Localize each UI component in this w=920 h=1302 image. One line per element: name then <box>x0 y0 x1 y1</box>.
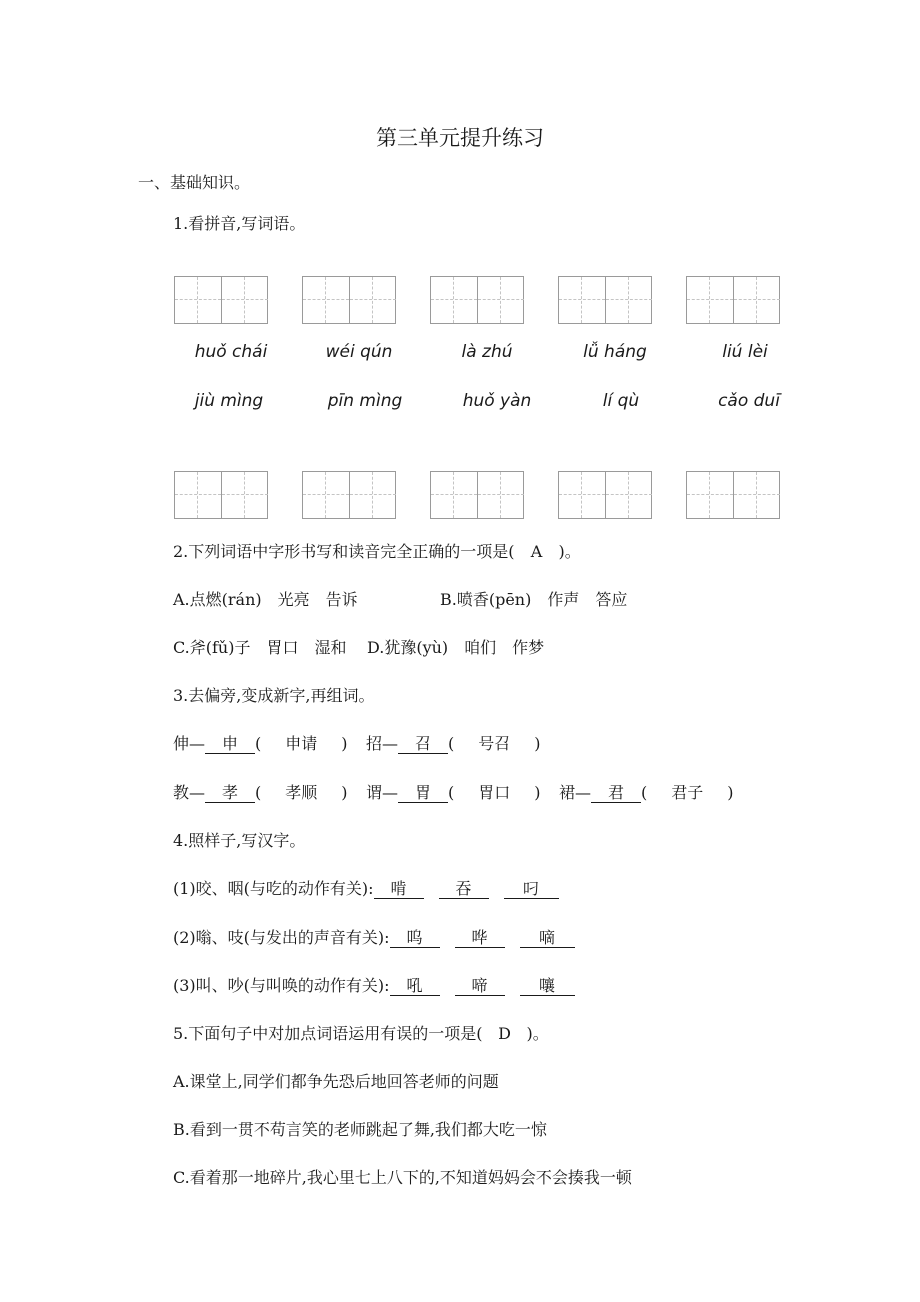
q3-word[interactable]: 君子 <box>671 783 704 802</box>
q3-paren-close: ) <box>518 734 541 753</box>
q2-option-a[interactable]: A.点燃(rán) 光亮 告诉 <box>173 590 358 609</box>
q3-item <box>366 731 541 754</box>
q4-answer[interactable]: 嘀 <box>520 929 575 948</box>
pinyin-item: wéi qún <box>325 342 393 362</box>
q4-label: (3)叫、吵(与叫唤的动作有关): <box>173 976 390 995</box>
q3-paren-open: ( <box>255 734 278 753</box>
q4-label: (2)嗡、吱(与发出的声音有关): <box>173 928 390 947</box>
q3-paren-open: ( <box>641 783 664 802</box>
q3-word[interactable]: 申请 <box>285 734 318 753</box>
writing-box[interactable] <box>174 276 268 324</box>
section-heading: 一、基础知识。 <box>138 173 251 192</box>
writing-box[interactable] <box>174 471 268 519</box>
q4-prompt: 4.照样子,写汉字。 <box>173 831 306 850</box>
q3-item <box>559 780 734 803</box>
q3-char: 伸— <box>173 734 206 753</box>
q3-paren-close: ) <box>325 783 348 802</box>
q2-option-c[interactable]: C.斧(fǔ)子 胃口 湿和 <box>173 638 347 657</box>
q3-char: 裙— <box>559 783 592 802</box>
q3-new-char[interactable]: 召 <box>398 735 448 754</box>
writing-box[interactable] <box>686 276 780 324</box>
pinyin-item: huǒ yàn <box>462 391 532 411</box>
writing-box[interactable] <box>558 471 652 519</box>
q2-prompt-text: 2.下列词语中字形书写和读音完全正确的一项是( <box>173 542 515 561</box>
q3-new-char[interactable]: 胃 <box>398 784 448 803</box>
q3-paren-open: ( <box>448 734 471 753</box>
q3-paren-open: ( <box>255 783 278 802</box>
q5-option-b[interactable]: B.看到一贯不苟言笑的老师跳起了舞,我们都大吃一惊 <box>173 1120 547 1139</box>
q4-answer[interactable]: 嚷 <box>520 977 575 996</box>
writing-box[interactable] <box>430 471 524 519</box>
pinyin-item: huǒ chái <box>194 342 268 362</box>
q1-prompt: 1.看拼音,写词语。 <box>173 214 306 233</box>
q3-word[interactable]: 胃口 <box>478 783 511 802</box>
writing-box[interactable] <box>558 276 652 324</box>
q3-prompt: 3.去偏旁,变成新字,再组词。 <box>173 686 375 705</box>
writing-box[interactable] <box>430 276 524 324</box>
q3-paren-close: ) <box>711 783 734 802</box>
q3-char: 招— <box>366 734 399 753</box>
pinyin-item: là zhú <box>461 342 513 362</box>
pinyin-item: liú lèi <box>722 342 768 362</box>
q4-answer[interactable]: 呜 <box>390 929 440 948</box>
q4-answer[interactable]: 吼 <box>390 977 440 996</box>
q5-prompt-end: )。 <box>526 1024 549 1043</box>
q3-item <box>366 780 541 803</box>
pinyin-item: lǚ háng <box>583 342 647 362</box>
q3-new-char[interactable]: 孝 <box>205 784 255 803</box>
q2-answer[interactable]: A <box>530 542 543 561</box>
q5-answer[interactable]: D <box>498 1024 511 1043</box>
q4-line <box>173 973 575 996</box>
q3-new-char[interactable]: 君 <box>591 784 641 803</box>
pinyin-item: pīn mìng <box>327 391 403 411</box>
q3-word[interactable]: 号召 <box>478 734 511 753</box>
q3-char: 谓— <box>366 783 399 802</box>
pinyin-item: lí qù <box>602 391 640 411</box>
q4-line <box>173 925 575 948</box>
q2-option-b[interactable]: B.喷香(pēn) 作声 答应 <box>440 590 628 609</box>
q2-prompt-end: )。 <box>558 542 581 561</box>
q3-word[interactable]: 孝顺 <box>285 783 318 802</box>
writing-box[interactable] <box>302 471 396 519</box>
q3-paren-close: ) <box>325 734 348 753</box>
q4-answer[interactable]: 哗 <box>455 929 505 948</box>
q3-item <box>173 780 348 803</box>
q3-char: 教— <box>173 783 206 802</box>
q4-answer[interactable]: 啃 <box>374 880 424 899</box>
writing-box[interactable] <box>686 471 780 519</box>
q2-option-d[interactable]: D.犹豫(yù) 咱们 作梦 <box>367 638 545 657</box>
q4-answer[interactable]: 吞 <box>439 880 489 899</box>
q4-answer[interactable]: 啼 <box>455 977 505 996</box>
q4-line <box>173 876 559 899</box>
q3-item <box>173 731 348 754</box>
q5-prompt-text: 5.下面句子中对加点词语运用有误的一项是( <box>173 1024 483 1043</box>
q5-option-a[interactable]: A.课堂上,同学们都争先恐后地回答老师的问题 <box>173 1072 499 1091</box>
q3-new-char[interactable]: 申 <box>205 735 255 754</box>
q4-answer[interactable]: 叼 <box>504 880 559 899</box>
q3-paren-close: ) <box>518 783 541 802</box>
q3-paren-open: ( <box>448 783 471 802</box>
page-title: 第三单元提升练习 <box>376 126 544 150</box>
q4-label: (1)咬、咽(与吃的动作有关): <box>173 879 374 898</box>
q5-option-c[interactable]: C.看着那一地碎片,我心里七上八下的,不知道妈妈会不会揍我一顿 <box>173 1168 632 1187</box>
pinyin-item: cǎo duī <box>718 391 780 411</box>
q2-prompt <box>173 539 581 562</box>
writing-box[interactable] <box>302 276 396 324</box>
pinyin-item: jiù mìng <box>194 391 264 411</box>
q5-prompt <box>173 1021 549 1044</box>
